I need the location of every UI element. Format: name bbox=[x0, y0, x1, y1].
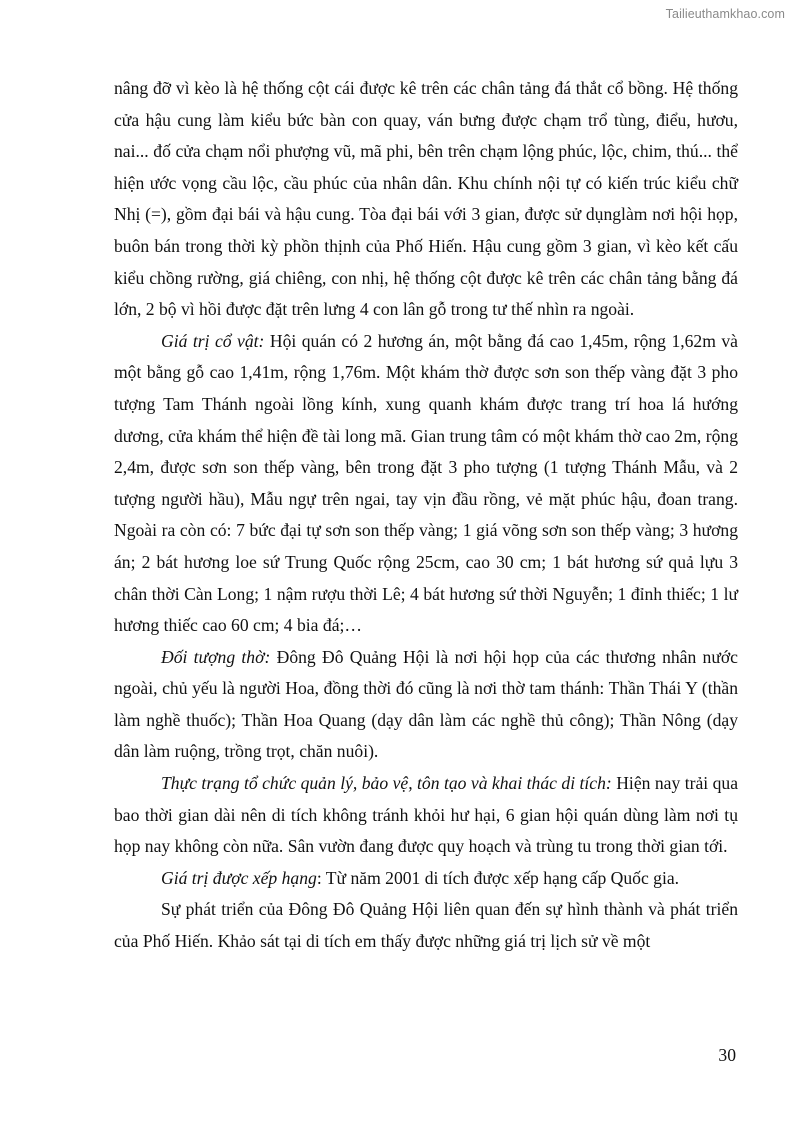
paragraph-lead: Thực trạng tổ chức quản lý, bảo vệ, tôn tạo và khai thác di tích: bbox=[161, 773, 612, 794]
paragraph-ranking bbox=[114, 863, 738, 895]
document-body bbox=[114, 73, 738, 958]
paragraph-antiquities bbox=[114, 326, 738, 642]
paragraph-lead: Giá trị cổ vật: bbox=[161, 330, 265, 351]
watermark: Tailieuthamkhao.com bbox=[665, 7, 785, 21]
paragraph-text: nâng đỡ vì kèo là hệ thống cột cái được kê trên các chân tảng đá thắt cổ bồng. Hệ thống cửa hậu cung làm kiểu bức bàn con quay, ván bưng được chạm trổ tùng, điểu, hươu, nai... đố cửa chạm nổi phượng vũ, mã phi, bên trên chạm lộng phúc, lộc, chim, thú... thể hiện ước vọng cầu lộc, cầu phúc của nhân dân. Khu chính nội tự có kiến trúc kiểu chữ Nhị (=), gồm đại bái và hậu cung. Tòa đại bái với 3 gian, được sử dụnglàm nơi hội họp, buôn bán trong thời kỳ phồn thịnh của Phố Hiến. Hậu cung gồm 3 gian, vì kèo kết cấu kiểu chồng rường, giá chiêng, con nhị, hệ thống cột được kê trên các chân tảng bằng đá lớn, 2 bộ vì hồi được đặt trên lưng 4 con lân gỗ trong tư thế nhìn ra ngoài. bbox=[114, 78, 738, 320]
paragraph-text: Đông Đô Quảng Hội là nơi hội họp của các thương nhân nước ngoài, chủ yếu là người Hoa, đồng thời đó cũng là nơi thờ tam thánh: Thần Thái Y (thần làm nghề thuốc); Thần Hoa Quang (dạy dân làm các nghề thủ công); Thần Nông (dạy dân làm ruộng, trồng trọt, chăn nuôi). bbox=[114, 646, 738, 762]
page-number: 30 bbox=[718, 1045, 736, 1065]
paragraph-text: Sự phát triển của Đông Đô Quảng Hội liên quan đến sự hình thành và phát triển của Phố Hiến. Khảo sát tại di tích em thấy được những giá trị lịch sử về một bbox=[114, 899, 738, 952]
paragraph-management-status bbox=[114, 768, 738, 863]
paragraph-architecture bbox=[114, 73, 738, 326]
paragraph-text: : Từ năm 2001 di tích được xếp hạng cấp Quốc gia. bbox=[316, 867, 680, 888]
paragraph-lead: Đối tượng thờ: bbox=[161, 646, 271, 667]
paragraph-lead: Giá trị được xếp hạng bbox=[161, 867, 317, 888]
paragraph-text: Hội quán có 2 hương án, một bằng đá cao 1,45m, rộng 1,62m và một bằng gỗ cao 1,41m, rộng 1,76m. Một khám thờ được sơn son thếp vàng đặt 3 pho tượng Tam Thánh ngoài lồng kính, xung quanh khám được trang trí hoa lá hướng dương, cửa khám thể hiện đề tài long mã. Gian trung tâm có một khám thờ cao 2m, rộng 2,4m, được sơn son thếp vàng, bên trong đặt 3 pho tượng (1 tượng Thánh Mẫu, và 2 tượng người hầu), Mẫu ngự trên ngai, tay vịn đầu rồng, vẻ mặt phúc hậu, đoan trang. Ngoài ra còn có: 7 bức đại tự sơn son thếp vàng; 1 giá võng sơn son thếp vàng; 3 hương án; 2 bát hương loe sứ Trung Quốc rộng 25cm, cao 30 cm; 1 bát hương sứ quả lựu 3 chân thời Càn Long; 1 nậm rượu thời Lê; 4 bát hương sứ thời Nguyễn; 1 đỉnh thiếc; 1 lư hương thiếc cao 60 cm; 4 bia đá;… bbox=[114, 330, 738, 636]
paragraph-text: Hiện nay trải qua bao thời gian dài nên di tích không tránh khỏi hư hại, 6 gian hội quán dùng làm nơi tụ họp nay không còn nữa. Sân vườn đang được quy hoạch và trùng tu trong thời gian tới. bbox=[114, 773, 739, 857]
paragraph-development bbox=[114, 894, 738, 957]
paragraph-worship-subjects bbox=[114, 642, 738, 768]
